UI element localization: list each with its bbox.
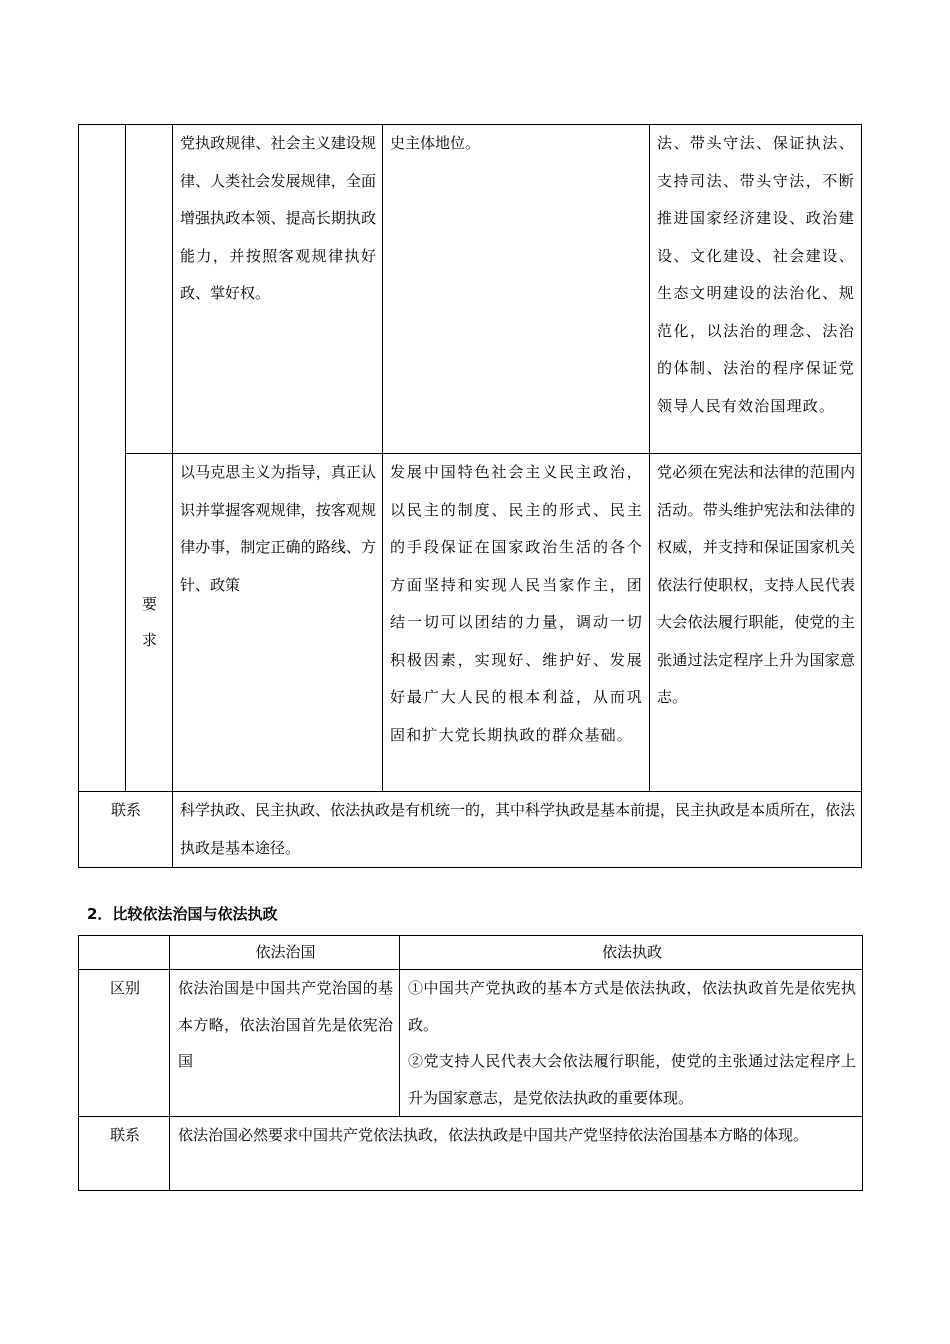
header-blank-cell bbox=[79, 936, 170, 970]
table-row-continued bbox=[79, 125, 862, 454]
cell-scientific-requirement: 以马克思主义为指导，真正认识并掌握客观规律，按客观规律办事，制定正确的路线、方针、政策 bbox=[173, 454, 383, 792]
cell-legal-continued: 法、带头守法、保证执法、支持司法、带头守法，不断推进国家经济建设、政治建设、文化建设、社会建设、生态文明建设的法治化、规范化，以法治的理念、法治的体制、法治的程序保证党领导人民有效治国理政。 bbox=[650, 125, 862, 454]
cell-democratic-continued: 史主体地位。 bbox=[383, 125, 650, 454]
row-label-connection-2: 联系 bbox=[79, 1117, 170, 1191]
row-label-cell-empty bbox=[126, 125, 173, 454]
governance-point-2: ②党支持人民代表大会依法履行职能，使党的主张通过法定程序上升为国家意志，是党依法执政的重要体现。 bbox=[408, 1052, 856, 1107]
governance-point-1: ①中国共产党执政的基本方式是依法执政，依法执政首先是依宪执政。 bbox=[408, 979, 856, 1034]
row-group-cell bbox=[79, 125, 126, 792]
comparison-table-rule-of-law bbox=[78, 935, 863, 1191]
cell-legal-requirement: 党必须在宪法和法律的范围内活动。带头维护宪法和法律的权威，并支持和保证国家机关依法行使职权，支持人民代表大会依法履行职能，使党的主张通过法定程序上升为国家意志。 bbox=[650, 454, 862, 792]
cell-rule-of-law-difference: 依法治国是中国共产党治国的基本方略，依法治国首先是依宪治国 bbox=[170, 970, 400, 1117]
table-row-difference bbox=[79, 970, 863, 1117]
row-label-difference: 区别 bbox=[79, 970, 170, 1117]
cell-connection-text: 科学执政、民主执政、依法执政是有机统一的，其中科学执政是基本前提，民主执政是本质所在，依法执政是基本途径。 bbox=[173, 792, 862, 868]
cell-connection-text-2: 依法治国必然要求中国共产党依法执政，依法执政是中国共产党坚持依法治国基本方略的体现。 bbox=[170, 1117, 863, 1191]
table-header-row bbox=[79, 936, 863, 970]
row-label-requirement bbox=[126, 454, 173, 792]
header-governance: 依法执政 bbox=[400, 936, 863, 970]
row-label-connection: 联系 bbox=[79, 792, 173, 868]
requirement-label: 要求 bbox=[141, 594, 157, 649]
table-row-requirement bbox=[79, 454, 862, 792]
header-rule-of-law: 依法治国 bbox=[170, 936, 400, 970]
cell-governance-difference bbox=[400, 970, 863, 1117]
comparison-table-governance bbox=[78, 124, 862, 868]
cell-scientific-continued: 党执政规律、社会主义建设规律、人类社会发展规律，全面增强执政本领、提高长期执政能力，并按照客观规律执好政、掌好权。 bbox=[173, 125, 383, 454]
table-row-connection-2 bbox=[79, 1117, 863, 1191]
table-row-connection bbox=[79, 792, 862, 868]
cell-democratic-requirement: 发展中国特色社会主义民主政治，以民主的制度、民主的形式、民主的手段保证在国家政治生活的各个方面坚持和实现人民当家作主，团结一切可以团结的力量，调动一切积极因素，实现好、维护好、发展好最广大人民的根本利益，从而巩固和扩大党长期执政的群众基础。 bbox=[383, 454, 650, 792]
section-heading: 2．比较依法治国与依法执政 bbox=[87, 905, 278, 923]
